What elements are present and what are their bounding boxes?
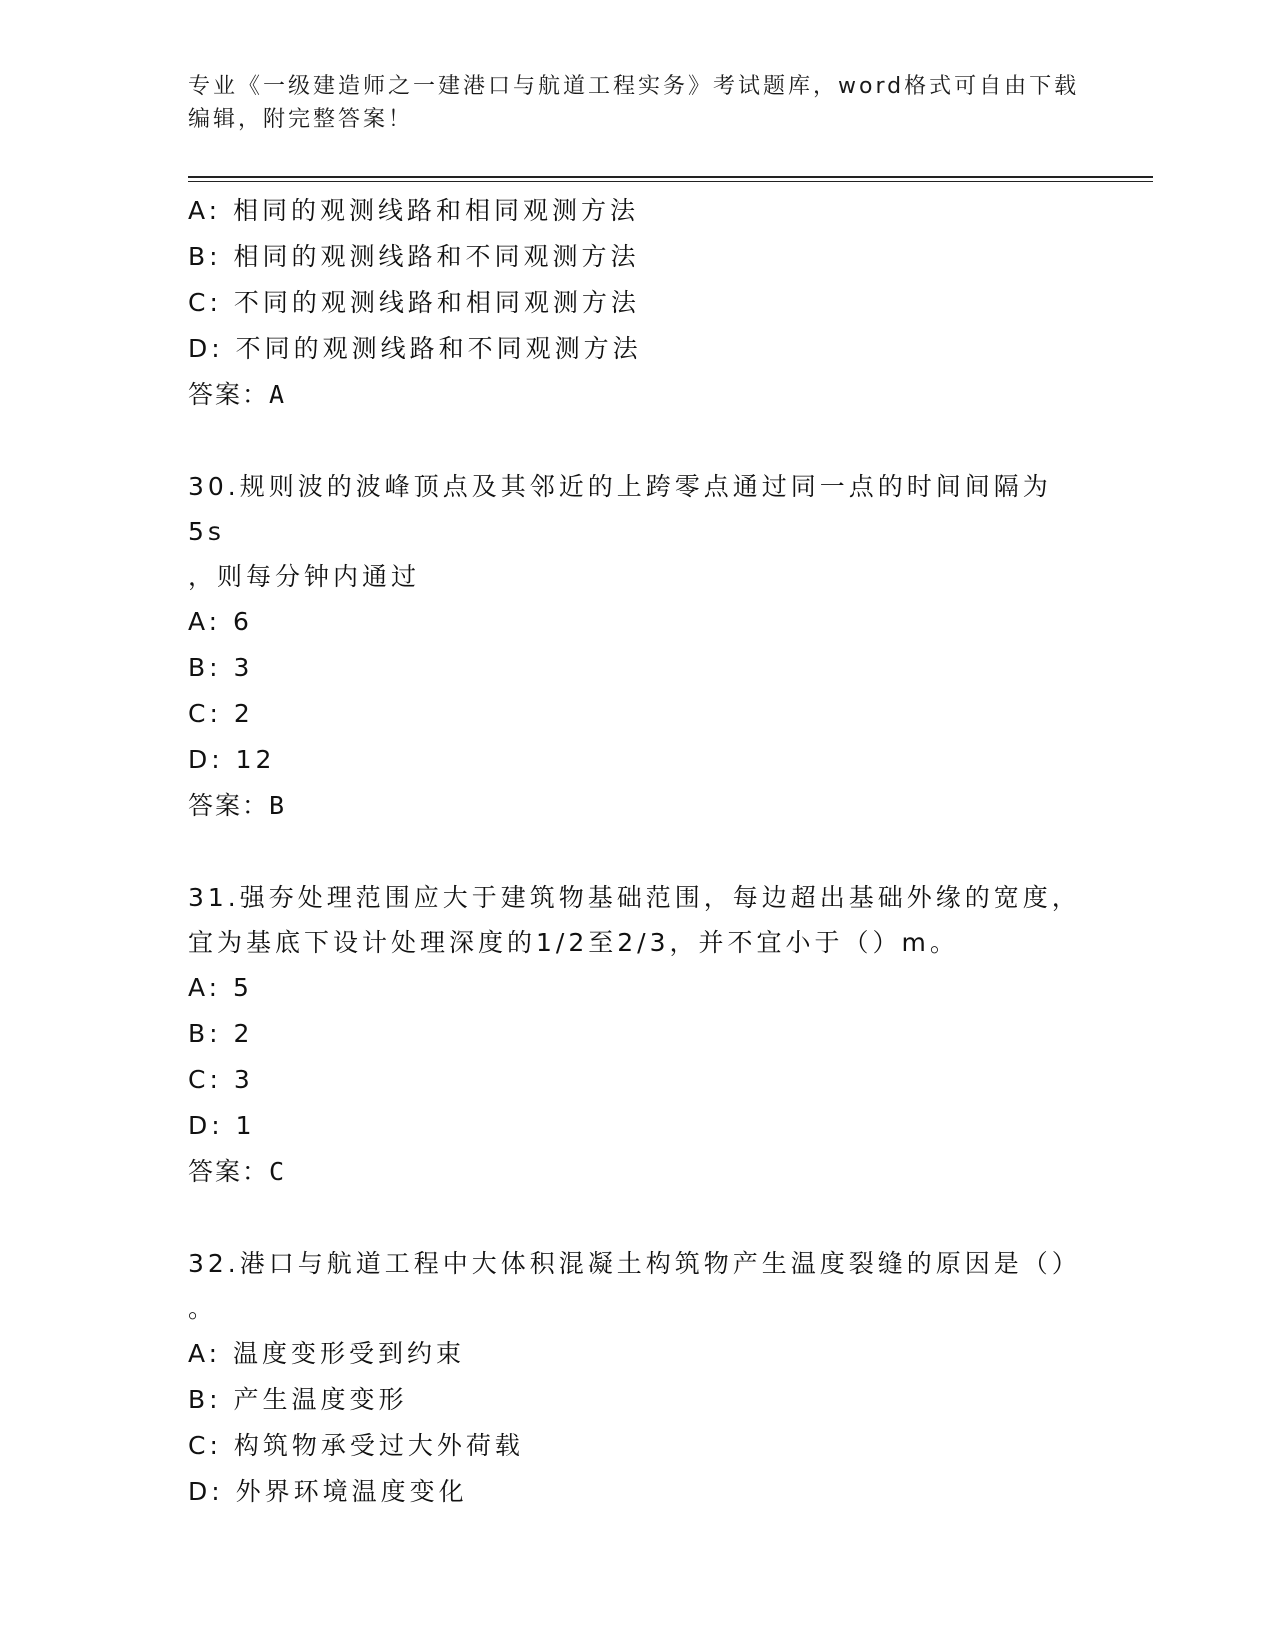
option-a: A: 相同的观测线路和相同观测方法 xyxy=(188,196,640,225)
header-divider-thin xyxy=(188,181,1153,182)
option-c: C: 2 xyxy=(188,699,254,728)
answer-value: B xyxy=(269,791,287,820)
question-31 xyxy=(188,875,1088,1195)
option-b: B: 2 xyxy=(188,1019,254,1048)
header-line-1: 专业《一级建造师之一建港口与航道工程实务》考试题库，word格式可自由下载 xyxy=(188,74,1080,99)
question-stem xyxy=(188,1241,1088,1331)
option-a: A: 5 xyxy=(188,973,253,1002)
question-29 xyxy=(188,188,1088,418)
option-a: A: 6 xyxy=(188,607,253,636)
header-divider xyxy=(188,176,1153,178)
spacer xyxy=(188,829,1088,875)
option-d: D: 12 xyxy=(188,745,276,774)
answer-line xyxy=(188,783,1088,829)
question-stem-line-2: 。 xyxy=(188,1294,218,1323)
option-c: C: 3 xyxy=(188,1065,254,1094)
answer-label: 答案： xyxy=(188,380,270,409)
answer-label: 答案： xyxy=(188,791,270,820)
option-c: C: 构筑物承受过大外荷载 xyxy=(188,1431,524,1460)
option-d: D: 不同的观测线路和不同观测方法 xyxy=(188,334,642,363)
question-stem-line-1: 30.规则波的波峰顶点及其邻近的上跨零点通过同一点的时间间隔为5s xyxy=(188,472,1052,546)
question-stem-line-1: 31.强夯处理范围应大于建筑物基础范围，每边超出基础外缘的宽度， xyxy=(188,883,1081,912)
answer-line xyxy=(188,372,1088,418)
answer-line xyxy=(188,1149,1088,1195)
option-b: B: 相同的观测线路和不同观测方法 xyxy=(188,242,640,271)
spacer xyxy=(188,418,1088,464)
answer-value: C xyxy=(269,1157,287,1186)
question-stem-line-2: ，则每分钟内通过 xyxy=(188,562,421,591)
question-stem-line-2: 宜为基底下设计处理深度的1/2至2/3，并不宜小于（）m。 xyxy=(188,928,959,957)
option-b: B: 产生温度变形 xyxy=(188,1385,408,1414)
question-stem xyxy=(188,464,1088,599)
answer-value: A xyxy=(269,380,287,409)
option-d: D: 外界环境温度变化 xyxy=(188,1477,468,1506)
option-a: A: 温度变形受到约束 xyxy=(188,1339,466,1368)
spacer xyxy=(188,1195,1088,1241)
question-stem xyxy=(188,875,1088,965)
option-d: D: 1 xyxy=(188,1111,256,1140)
answer-label: 答案： xyxy=(188,1157,270,1186)
question-list xyxy=(188,188,1088,1515)
option-c: C: 不同的观测线路和相同观测方法 xyxy=(188,288,640,317)
document-header xyxy=(188,70,1088,136)
option-b: B: 3 xyxy=(188,653,254,682)
question-stem-line-1: 32.港口与航道工程中大体积混凝土构筑物产生温度裂缝的原因是（） xyxy=(188,1249,1081,1278)
header-line-2: 编辑，附完整答案！ xyxy=(188,107,414,132)
question-32 xyxy=(188,1241,1088,1515)
question-30 xyxy=(188,464,1088,829)
